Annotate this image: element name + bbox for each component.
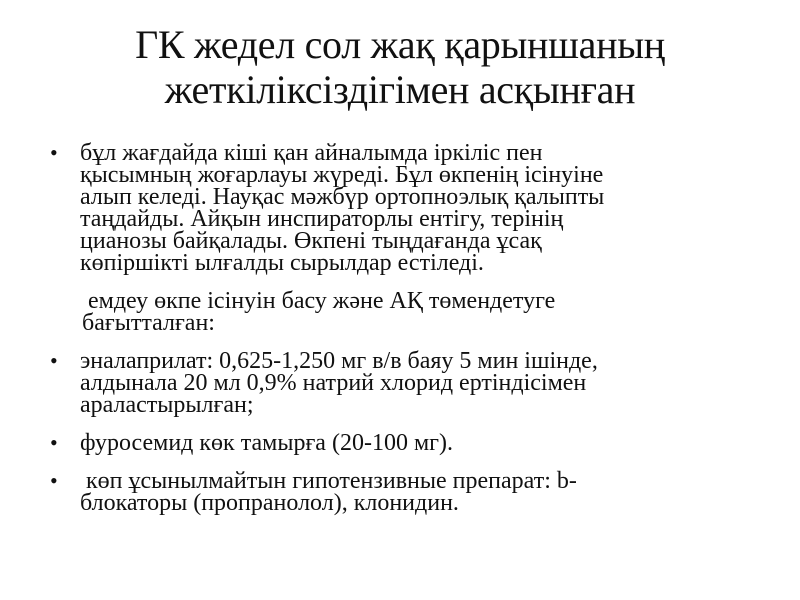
slide-title-line-2: жеткіліксіздігімен асқынған xyxy=(164,67,636,112)
bullet-marker: • xyxy=(50,140,58,165)
paragraph-treatment-goal xyxy=(44,290,764,334)
slide-title-line-1: ГК жедел сол жақ қарыншаның xyxy=(135,22,665,67)
bullet-item-2 xyxy=(44,350,764,416)
paragraph-line: емдеу өкпе ісінуін басу және АҚ төмендетуге xyxy=(82,288,556,314)
slide-title xyxy=(40,22,760,112)
slide-body xyxy=(44,142,764,530)
paragraph-line: бағытталған: xyxy=(82,310,215,336)
bullet-line: цианозы байқалады. Өкпені тыңдағанда ұсақ xyxy=(80,228,542,254)
bullet-line: эналаприлат: 0,625-1,250 мг в/в баяу 5 мин ішінде, xyxy=(80,348,598,374)
bullet-line: қысымның жоғарлауы жүреді. Бұл өкпенің ісінуіне xyxy=(80,162,604,188)
bullet-marker: • xyxy=(50,430,58,455)
bullet-line: блокаторы (пропранолол), клонидин. xyxy=(80,490,459,516)
bullet-item-4 xyxy=(44,470,764,514)
bullet-line: фуросемид көк тамырға (20-100 мг). xyxy=(80,430,453,456)
bullet-line: көпіршікті ылғалды сырылдар естіледі. xyxy=(80,250,484,276)
bullet-item-3 xyxy=(44,432,764,454)
bullet-marker: • xyxy=(50,348,58,373)
bullet-item-1 xyxy=(44,142,764,274)
bullet-line: араластырылған; xyxy=(80,392,254,418)
bullet-line: бұл жағдайда кіші қан айналымда іркіліс пен xyxy=(80,140,543,166)
bullet-line: алып келеді. Науқас мәжбүр ортопноэлық қалыпты xyxy=(80,184,605,210)
bullet-marker: • xyxy=(50,468,58,493)
bullet-line: таңдайды. Айқын инспираторлы ентігу, терінің xyxy=(80,206,564,232)
bullet-line: алдынала 20 мл 0,9% натрий хлорид ертіндісімен xyxy=(80,370,587,396)
bullet-line: көп ұсынылмайтын гипотензивные препарат: b- xyxy=(80,468,577,494)
